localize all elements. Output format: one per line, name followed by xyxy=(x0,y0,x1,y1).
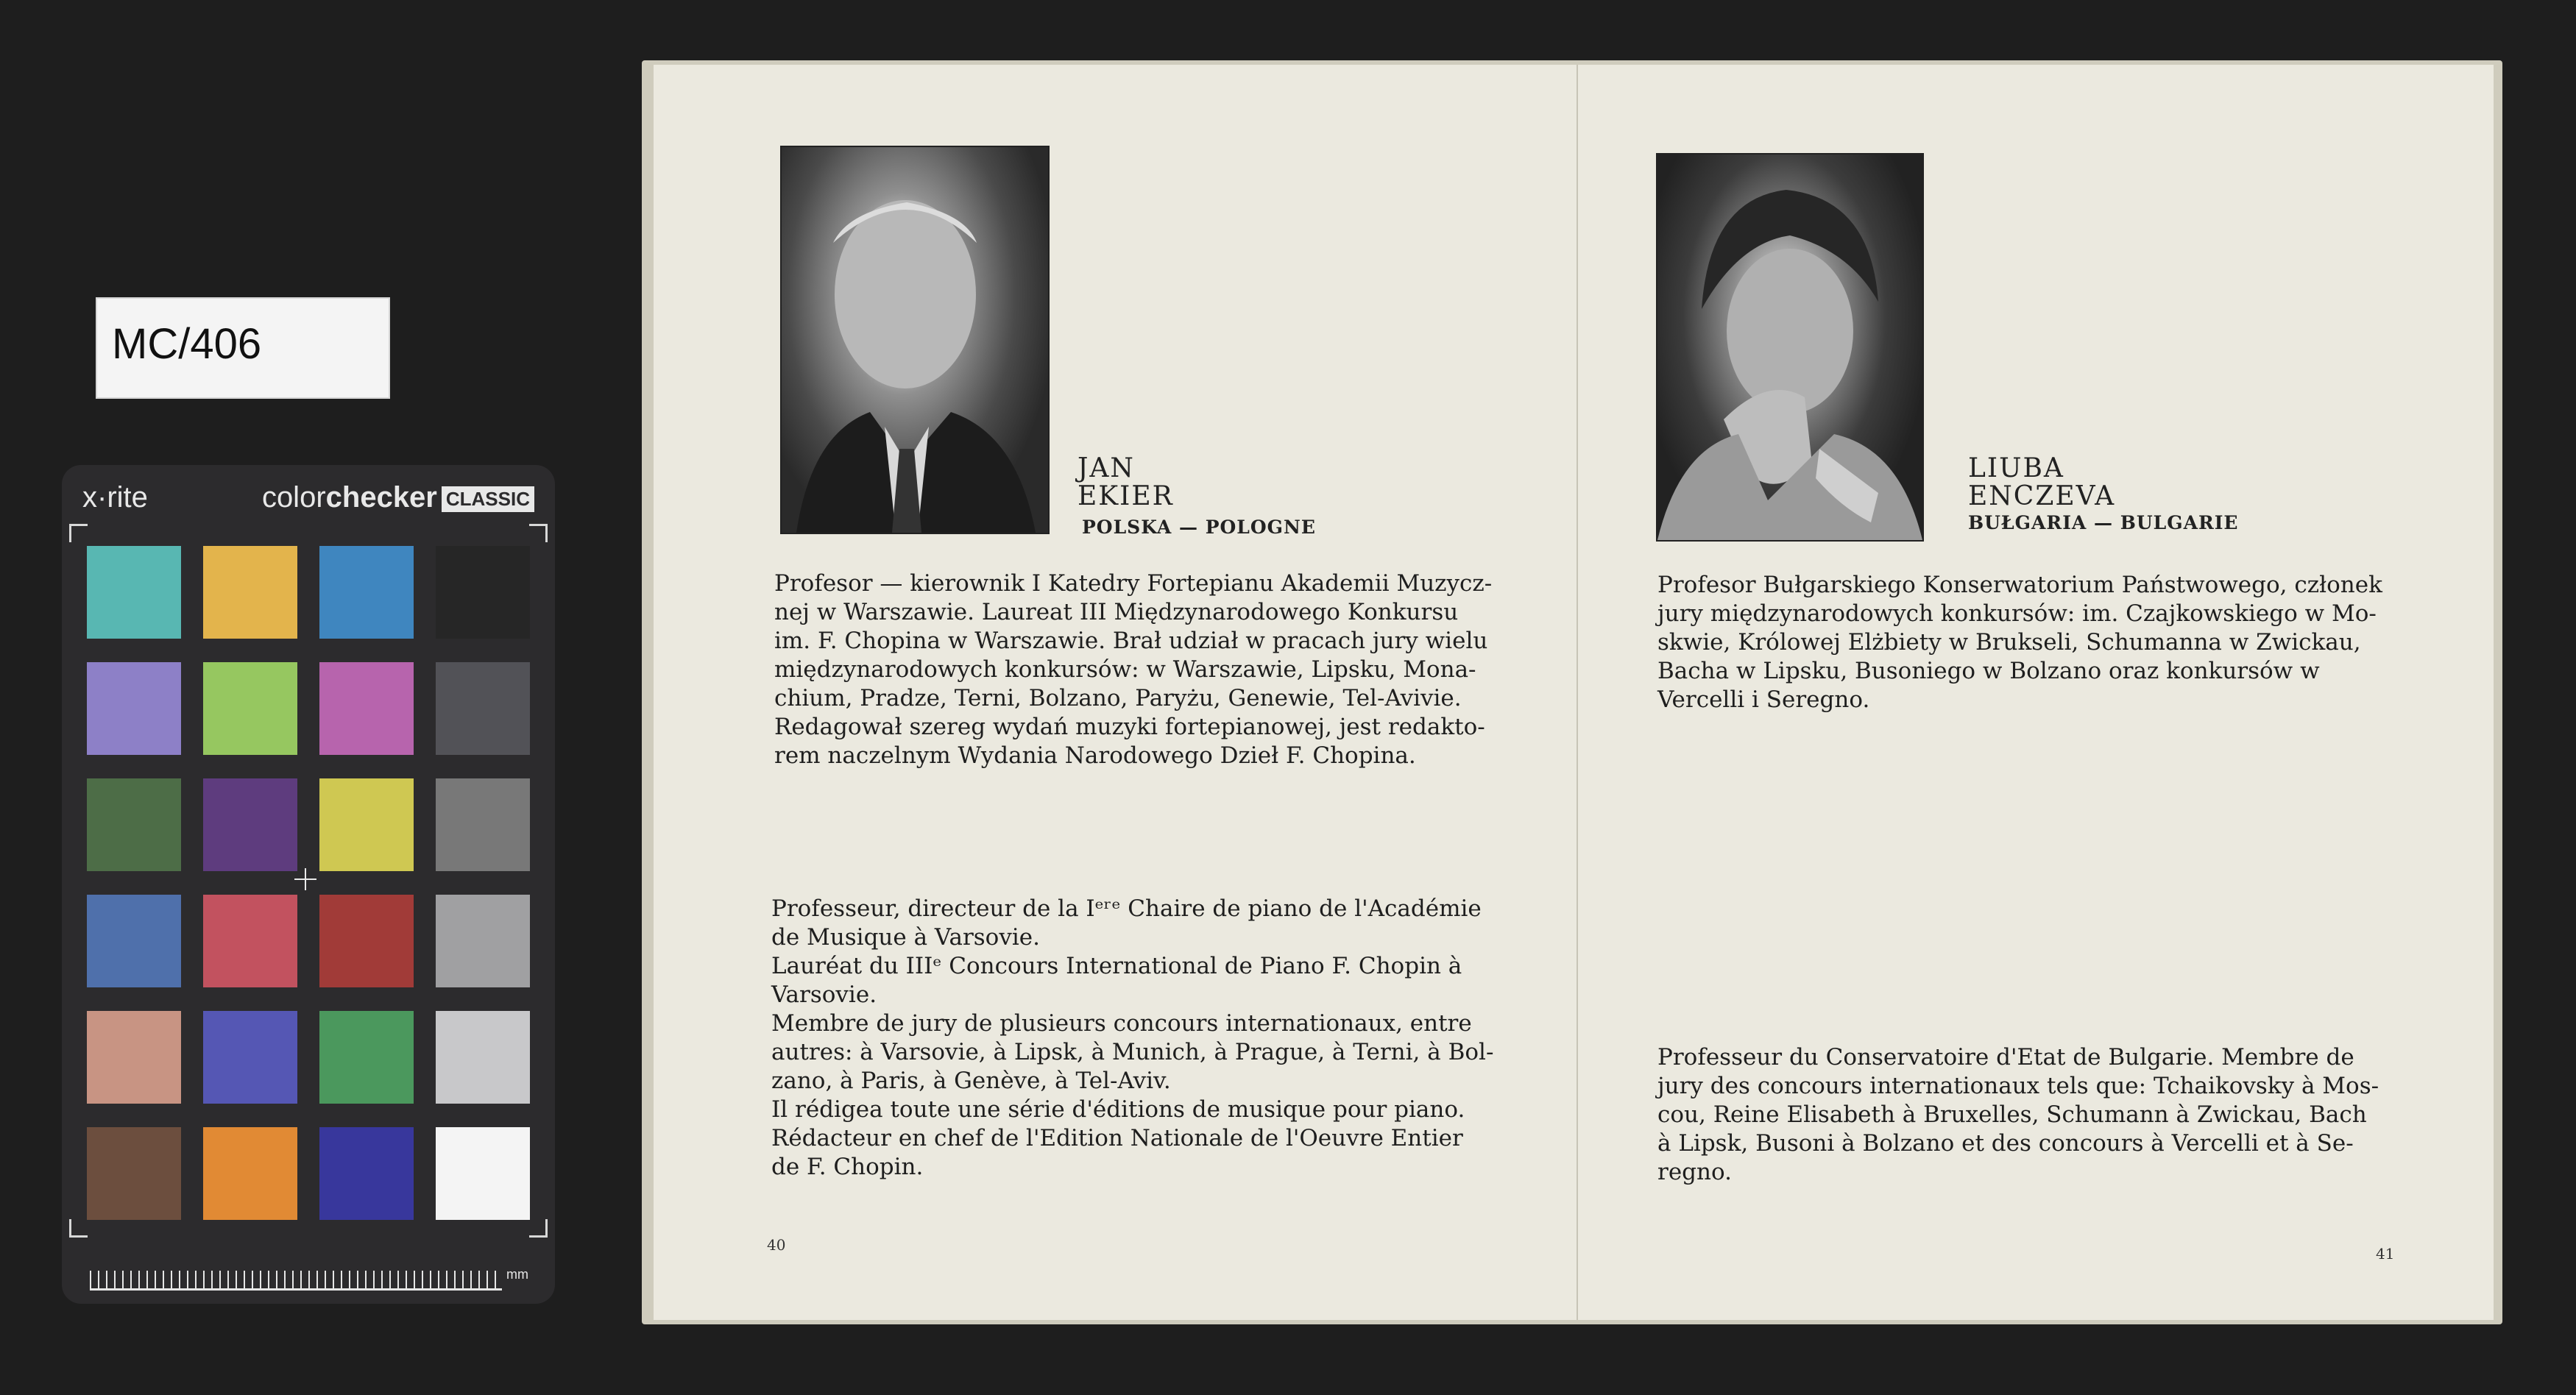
color-patch xyxy=(319,778,414,871)
portrait-photo-liuba-enczeva xyxy=(1656,153,1924,542)
color-patch xyxy=(203,662,297,755)
portrait-photo-jan-ekier xyxy=(780,146,1050,534)
first-name: JAN xyxy=(1078,453,1135,483)
color-patch xyxy=(87,778,181,871)
color-patch xyxy=(87,662,181,755)
color-patch xyxy=(87,546,181,639)
crosshair-mark xyxy=(294,868,316,890)
colorchecker-logo xyxy=(262,481,534,514)
color-patch xyxy=(436,778,530,871)
color-patch xyxy=(436,1011,530,1104)
color-checker-card xyxy=(62,465,555,1304)
name-block xyxy=(1968,455,2115,511)
corner-mark-tr xyxy=(529,524,548,542)
country-label: POLSKA — POLOGNE xyxy=(1082,517,1316,538)
color-patch xyxy=(436,662,530,755)
product-bold: checker xyxy=(325,481,437,514)
product-light: color xyxy=(261,481,326,514)
corner-mark-bl xyxy=(69,1219,88,1238)
last-name: ENCZEVA xyxy=(1968,481,2116,511)
french-biography: Professeur, directeur de la Iᵉʳᵉ Chaire de piano de l'Académie de Musique à Varsovie. Lauréat du IIIᵉ Concours International de Piano F. Chopin à Varsovie. Membre de jury de plusieurs concours internationaux, entre autres: à Varsovie, à Lipsk, à Munich, à Prague, à Terni, à Bol- zano, à Paris, à Genève, à Tel-Aviv. Il rédigea toute une série d'éditions de musique pour piano. Rédacteur en chef de l'Edition Nationale de l'Oeuvre Entier de F. Chopin. xyxy=(771,895,1494,1180)
last-name: EKIER xyxy=(1078,481,1174,511)
corner-mark-br xyxy=(529,1219,548,1238)
french-biography: Professeur du Conservatoire d'Etat de Bulgarie. Membre de jury des concours internationaux tels que: Tchaikovsky à Mos- cou, Reine Elisabeth à Bruxelles, Schumann à Zwickau, Bach à Lipsk, Busoni à Bolzano et des concours à Vercelli et à Se- regno. xyxy=(1657,1044,2379,1185)
first-name: LIUBA xyxy=(1968,453,2064,483)
color-patch xyxy=(436,546,530,639)
ruler-unit: mm xyxy=(506,1267,528,1282)
corner-mark-tl xyxy=(69,524,88,542)
color-patch xyxy=(319,1011,414,1104)
xrite-logo xyxy=(82,481,148,514)
product-tag: CLASSIC xyxy=(442,486,534,512)
right-page xyxy=(1578,65,2494,1320)
polish-biography: Profesor — kierownik I Katedry Fortepianu Akademii Muzycz- nej w Warszawie. Laureat III Międzynarodowego Konkursu im. F. Chopina w Warszawie. Brał udział w pracach jury wielu międzynarodowych konkursów: w Warszawie, Lipsku, Mona- chium, Pradze, Terni, Bolzano, Paryżu, Genewie, Tel-Avivie. Redagował szereg wydań muzyki fortepianowej, jest redakto- rem naczelnym Wydania Narodowego Dzieł F. Chopina. xyxy=(774,570,1493,769)
color-patch xyxy=(87,1011,181,1104)
color-patch xyxy=(436,1127,530,1220)
left-page xyxy=(654,65,1579,1320)
color-patch xyxy=(319,662,414,755)
page-number: 40 xyxy=(767,1236,786,1254)
color-patch xyxy=(87,895,181,987)
accession-label xyxy=(96,297,390,399)
color-patch xyxy=(203,546,297,639)
color-patch xyxy=(203,1011,297,1104)
color-patch xyxy=(203,895,297,987)
color-patch xyxy=(87,1127,181,1220)
color-patch xyxy=(319,1127,414,1220)
brand-text: x·rite xyxy=(82,481,148,514)
page-number: 41 xyxy=(2376,1245,2395,1263)
country-label: BUŁGARIA — BULGARIE xyxy=(1968,512,2239,533)
polish-biography: Profesor Bułgarskiego Konserwatorium Państwowego, członek jury międzynarodowych konkursów: im. Czajkowskiego w Mo- skwie, Królowej Elżbiety w Brukseli, Schumanna w Zwickau, Bacha w Lipsku, Busoniego w Bolzano oraz konkursów w Vercelli i Seregno. xyxy=(1657,572,2382,713)
name-block xyxy=(1078,455,1174,511)
color-patch xyxy=(319,546,414,639)
mm-ruler xyxy=(90,1271,502,1291)
accession-label-text: MC/406 xyxy=(112,320,262,368)
color-patch xyxy=(319,895,414,987)
color-patch xyxy=(203,1127,297,1220)
color-patch xyxy=(436,895,530,987)
color-patch xyxy=(203,778,297,871)
